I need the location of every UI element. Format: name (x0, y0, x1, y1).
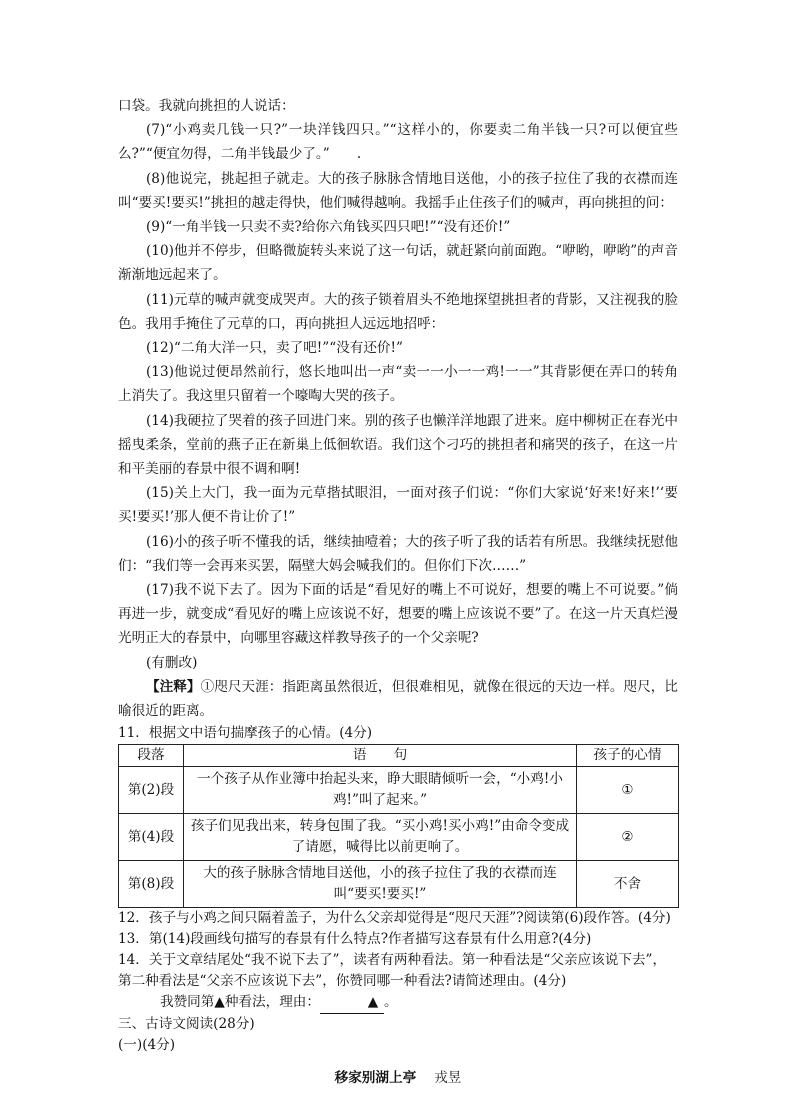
poem-heading (118, 1066, 678, 1090)
answer-prefix: 我赞同第 (160, 994, 215, 1011)
table-cell-sentence: 孩子们见我出来，转身包围了我。“买小鸡!买小鸡!”由命令变成了请愿，喊得比以前更响了。 (184, 814, 577, 861)
table-row (119, 861, 679, 908)
document-page (118, 94, 678, 1104)
poem-title: 移家别湖上亭 (334, 1070, 417, 1087)
table-header: 孩子的心情 (577, 745, 679, 767)
question-14-answer-line (118, 992, 678, 1014)
passage-paragraph: (14)我硬拉了哭着的孩子回进门来。别的孩子也懒洋洋地跟了进来。庭中柳树正在春光中摇曳柔条，堂前的燕子正在新巢上低徊软语。我们这个刁巧的挑担者和痛哭的孩子，在这一片和平美丽的春景中很不调和啊! (118, 412, 678, 478)
passage-paragraph: (12)“二角大洋一只，卖了吧!”“没有还价!” (146, 340, 403, 357)
poem-author: 戎昱 (434, 1070, 462, 1087)
passage-paragraph: (7)“小鸡卖几钱一只?”一块洋钱四只。”“这样小的，你要卖二角半钱一只?可以便宜些么?”“便宜勿得，二角半钱最少了。” . (118, 122, 678, 163)
table-row (119, 767, 679, 814)
table-cell-mood: ② (577, 814, 679, 861)
table-cell-mood: 不舍 (577, 861, 679, 908)
table-cell-sentence: 大的孩子脉脉含情地目送他，小的孩子拉住了我的衣襟而连叫“要买!要买!” (184, 861, 577, 908)
passage-paragraph: (10)他并不停步，但略微旋转头来说了这一句话，就赶紧向前面跑。“咿哟，咿哟”的声音渐渐地远起来了。 (118, 243, 678, 284)
reading-passage (118, 94, 678, 675)
subsection-heading: (一)(4分) (118, 1037, 176, 1054)
answer-blank[interactable]: ▲ (320, 992, 384, 1014)
question-11: 11．根据文中语句揣摩孩子的心情。(4分) (118, 725, 373, 742)
passage-paragraph: 口袋。我就向挑担的人说话： (118, 98, 295, 114)
passage-paragraph: (16)小的孩子听不懂我的话，继续抽噎着；大的孩子听了我的话若有所思。我继续抚慰他们：“我们等一会再来买罢，隔壁大妈会喊我们的。但你们下次……” (118, 533, 678, 574)
question-14: 14．关于文章结尾处“我不说下去了”，读者有两种看法。第一种看法是“父亲应该说下去”，第二种看法是“父亲不应该说下去”，你赞同哪一种看法?请简述理由。(4分) (118, 952, 667, 990)
answer-mid: 种看法，理由： (224, 994, 320, 1011)
table-cell-paragraph: 第(8)段 (119, 861, 184, 908)
table-cell-paragraph: 第(4)段 (119, 814, 184, 861)
passage-paragraph: (9)“一角半钱一只卖不卖?给你六角钱买四只吧!”“没有还价!” (146, 219, 511, 236)
answer-suffix: 。 (384, 994, 398, 1011)
table-cell-paragraph: 第(2)段 (119, 767, 184, 814)
table-header-row (119, 745, 679, 767)
answer-mark: ▲ (214, 994, 225, 1011)
annotation (118, 675, 678, 723)
table-header: 段落 (119, 745, 184, 767)
passage-paragraph: (13)他说过便昂然前行，悠长地叫出一声“卖一一小一一鸡!一一”其背影便在弄口的转角上消失了。我这里只留着一个嚎啕大哭的孩子。 (118, 364, 678, 405)
question-11-table (118, 744, 679, 908)
passage-paragraph: (15)关上大门，我一面为元草揩拭眼泪，一面对孩子们说：“你们大家说‘好来!好来!’‘要买!要买!’那人便不肯让价了!” (118, 485, 678, 526)
table-header: 语 句 (184, 745, 577, 767)
passage-paragraph: (有删改) (146, 654, 198, 671)
passage-paragraph: (8)他说完，挑起担子就走。大的孩子脉脉含情地目送他，小的孩子拉住了我的衣襟而连叫“要买!要买!”挑担的越走得快，他们喊得越响。我摇手止住孩子们的喊声，再向挑担的问： (118, 170, 678, 211)
question-13: 13．第(14)段画线句描写的春景有什么特点?作者描写这春景有什么用意?(4分) (118, 931, 592, 948)
question-12: 12．孩子与小鸡之间只隔着盖子，为什么父亲却觉得是“咫尺天涯”?阅读第(6)段作答。(4分) (118, 910, 671, 927)
passage-paragraph: (11)元草的喊声就变成哭声。大的孩子锁着眉头不绝地探望挑担者的背影，又注视我的脸色。我用手掩住了元草的口，再向挑担人远远地招呼： (118, 291, 678, 332)
annotation-text: ①咫尺天涯：指距离虽然很近，但很难相见，就像在很远的天边一样。咫尺，比喻很近的距离。 (118, 678, 679, 720)
section-heading: 三、古诗文阅读(28分) (118, 1016, 255, 1033)
table-cell-sentence: 一个孩子从作业簿中抬起头来，睁大眼睛倾听一会，“小鸡!小鸡!”叫了起来。” (184, 767, 577, 814)
passage-paragraph: (17)我不说下去了。因为下面的话是“看见好的嘴上不可说好，想要的嘴上不可说要。”倘再进一步，就变成“看见好的嘴上应该说不好，想要的嘴上应该说不要”了。在这一片天真烂漫光明正大的春景中，向哪里容藏这样教导孩子的一个父亲呢? (118, 582, 678, 647)
annotation-label: 【注释】 (146, 678, 201, 695)
table-cell-mood: ① (577, 767, 679, 814)
table-row (119, 814, 679, 861)
